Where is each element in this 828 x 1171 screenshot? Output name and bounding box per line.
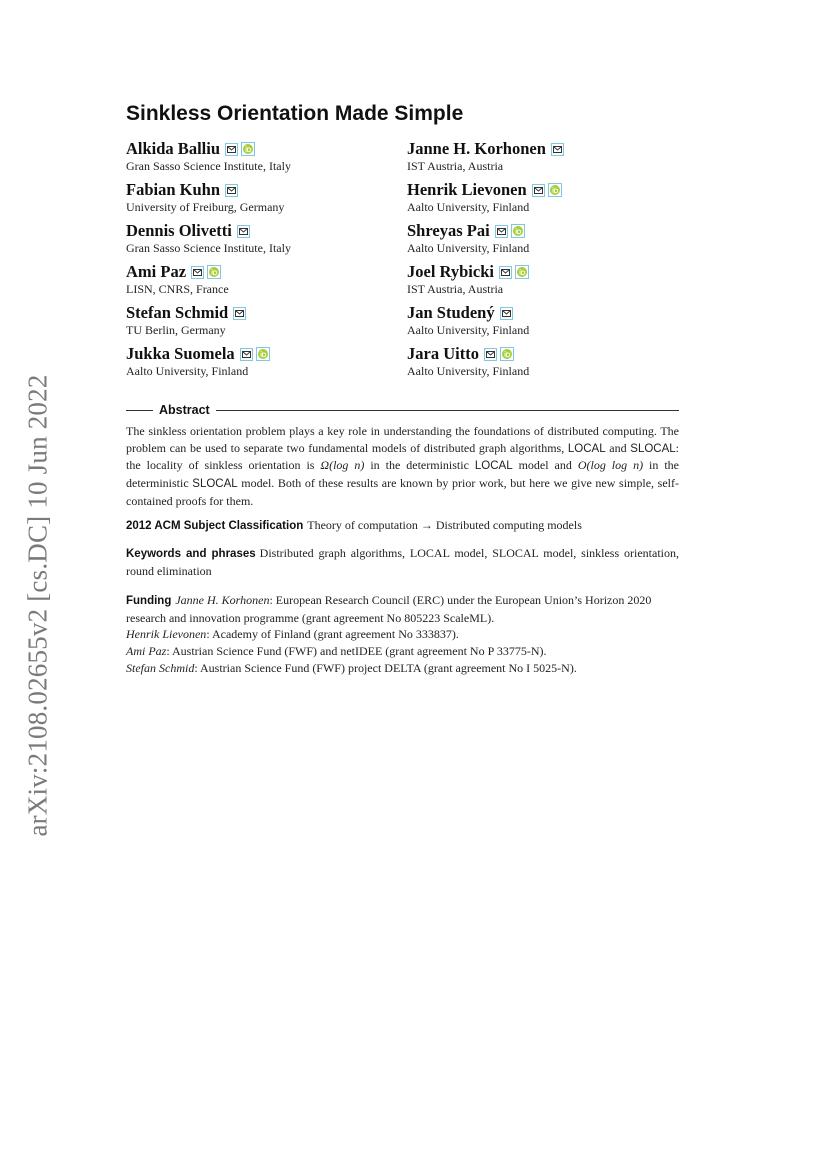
mail-icon[interactable] [495,225,508,238]
author-block [126,262,407,297]
mail-icon[interactable] [237,225,250,238]
author-affiliation: TU Berlin, Germany [126,323,226,337]
abstract-text: The sinkless orientation problem plays a key role in understanding the foundations of distributed computing. The problem can be used to separate two fundamental models of distributed graph algorithms, LOCAL and SLOCAL: the locality of sinkless orientation is Ω(log n) in the deterministic LOCAL model and O(log log n) in the deterministic SLOCAL model. Both of these results are known by prior work, but here we give new simple, self-contained proofs for them. [126,424,680,508]
acm-text: Theory of computation → Distributed computing models [307,518,582,532]
orcid-icon[interactable] [500,347,514,361]
author-block [407,221,686,256]
mail-icon[interactable] [233,307,246,320]
author-affiliation: Aalto University, Finland [407,241,530,255]
author-affiliation: Aalto University, Finland [407,323,530,337]
author-affiliation: Aalto University, Finland [126,364,249,378]
author-name: Jan Studený [407,303,495,322]
funding-section [126,592,679,677]
author-affiliation: University of Freiburg, Germany [126,200,285,214]
orcid-icon[interactable] [548,183,562,197]
author-block [407,303,686,338]
acm-label: 2012 ACM Subject Classification [126,520,304,532]
author-affiliation: IST Austria, Austria [407,282,504,296]
orcid-icon[interactable] [256,347,270,361]
model-name: LOCAL [474,460,513,473]
author-name: Henrik Lievonen [407,180,527,199]
paper-title: Sinkless Orientation Made Simple [126,102,464,125]
mail-icon[interactable] [532,184,545,197]
math-expression: O(log log n) [577,458,644,473]
author-block [407,262,686,297]
mail-icon[interactable] [500,307,513,320]
author-block [126,303,407,338]
author-block [126,139,407,174]
heading-rule-left [126,410,153,411]
author-affiliation: Aalto University, Finland [407,200,530,214]
funding-entry: Stefan Schmid: Austrian Science Fund (FWF) project DELTA (grant agreement No I 5025-N). [126,660,577,675]
funding-label: Funding [126,595,172,607]
mail-icon[interactable] [551,143,564,156]
mail-icon[interactable] [225,184,238,197]
model-name: LOCAL [567,442,606,455]
author-affiliation: Gran Sasso Science Institute, Italy [126,241,291,255]
author-block [126,180,407,215]
orcid-icon[interactable] [207,265,221,279]
author-affiliation: Gran Sasso Science Institute, Italy [126,159,291,173]
author-block [126,344,407,379]
author-block [126,221,407,256]
funder-name: Janne H. Korhonen [175,593,270,607]
keywords-text: Distributed graph algorithms, LOCAL model, SLOCAL model, sinkless orientation, round elimination [126,546,680,578]
mail-icon[interactable] [191,266,204,279]
funding-entry: Henrik Lievonen: Academy of Finland (grant agreement No 333837). [126,627,459,642]
author-name: Shreyas Pai [407,221,490,240]
heading-rule-right [216,410,679,411]
orcid-icon[interactable] [515,265,529,279]
author-block [407,344,686,379]
author-block [407,180,686,215]
abstract-heading [126,402,679,418]
funder-name: Stefan Schmid [126,660,195,675]
author-name: Joel Rybicki [407,262,494,281]
acm-classification [126,517,679,535]
author-name: Ami Paz [126,262,187,281]
author-name: Dennis Olivetti [126,221,232,240]
mail-icon[interactable] [499,266,512,279]
model-name: SLOCAL [192,478,238,491]
funder-name: Ami Paz [126,644,167,659]
orcid-icon[interactable] [241,142,255,156]
mail-icon[interactable] [484,348,497,361]
keywords [126,545,679,579]
author-affiliation: Aalto University, Finland [407,364,530,378]
author-list [126,139,686,379]
funding-entry: Ami Paz: Austrian Science Fund (FWF) and netIDEE (grant agreement No P 33775-N). [126,644,547,659]
model-name: SLOCAL [630,442,676,455]
mail-icon[interactable] [225,143,238,156]
abstract-label: Abstract [159,403,210,417]
orcid-icon[interactable] [511,224,525,238]
author-affiliation: IST Austria, Austria [407,159,504,173]
author-name: Janne H. Korhonen [407,139,546,158]
author-affiliation: LISN, CNRS, France [126,282,229,296]
author-name: Jara Uitto [407,344,479,363]
author-name: Fabian Kuhn [126,180,221,199]
keywords-label: Keywords and phrases [126,548,256,560]
funding-entry: Funding Janne H. Korhonen: European Research Council (ERC) under the European Union’s Horizon 2020 research and innovation programme (grant agreement No 805223 ScaleML). [126,593,652,625]
author-name: Jukka Suomela [126,344,235,363]
funder-name: Henrik Lievonen [126,627,207,642]
author-block [407,139,686,174]
author-name: Stefan Schmid [126,303,229,322]
author-name: Alkida Balliu [126,139,220,158]
math-expression: Ω(log n) [320,458,365,473]
arxiv-identifier[interactable]: arXiv:2108.02655v2 [cs.DC] 10 Jun 2022 [22,373,53,837]
mail-icon[interactable] [240,348,253,361]
